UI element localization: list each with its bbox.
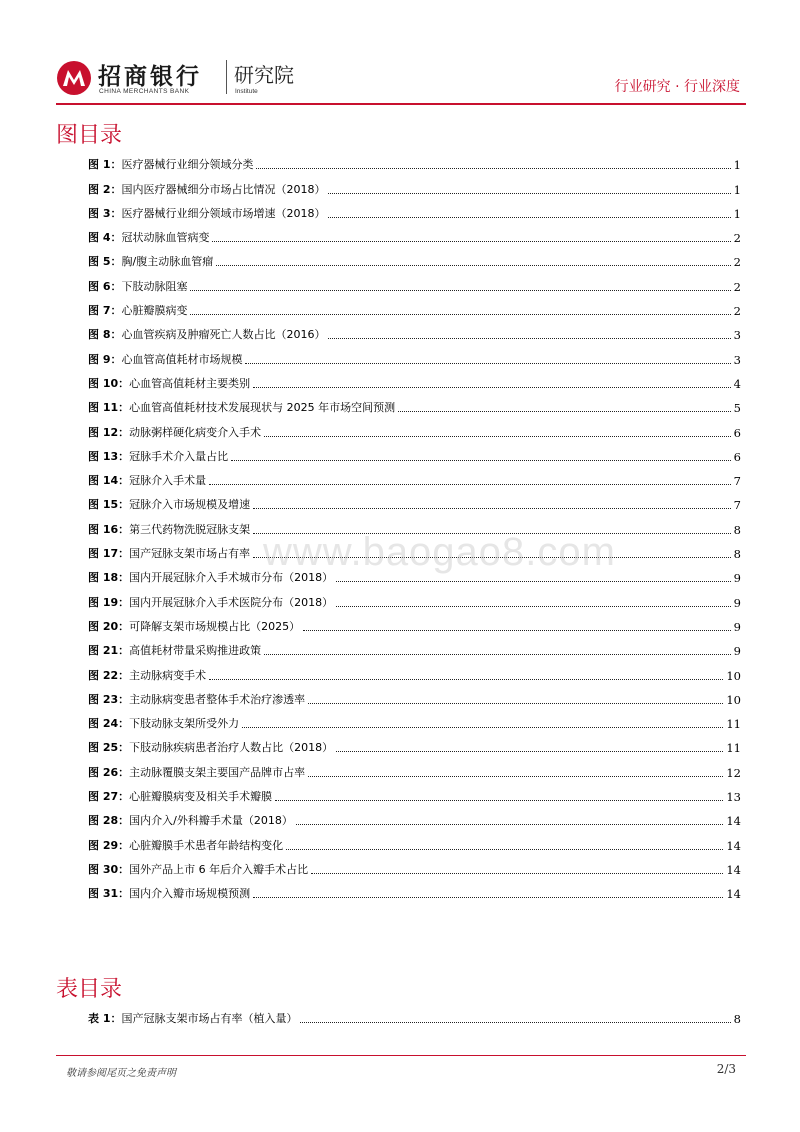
figure-toc-entry-title: 心脏瓣膜病变 <box>121 304 188 318</box>
figure-toc-entry-page: 12 <box>726 765 741 780</box>
bank-name-en: CHINA MERCHANTS BANK <box>99 88 190 95</box>
page-header <box>56 54 746 104</box>
figure-toc-entry[interactable] <box>88 707 741 731</box>
figure-toc-entry-page: 10 <box>726 668 741 683</box>
figure-toc-entry[interactable] <box>88 658 741 682</box>
table-toc-entry-page: 8 <box>733 1012 741 1027</box>
figure-toc-entry-label: 图 2： <box>88 182 122 196</box>
figure-toc-entry-page: 3 <box>733 352 741 367</box>
figure-toc-entry-page: 2 <box>733 231 741 246</box>
figure-toc-entry-page: 7 <box>733 474 741 489</box>
figure-toc-entry-label: 图 24： <box>88 717 130 731</box>
figure-toc-entry-title: 胸/腹主动脉血管瘤 <box>121 255 214 269</box>
figure-toc-entry[interactable] <box>88 221 741 245</box>
figure-toc-entry-title: 下肢动脉疾病患者治疗人数占比（2018） <box>129 741 334 755</box>
figure-toc-entry[interactable] <box>88 853 741 877</box>
figure-toc-entry[interactable] <box>88 342 741 366</box>
table-toc-entry-label: 表 1： <box>88 1012 122 1026</box>
figure-toc-entry-label: 图 20： <box>88 619 130 633</box>
figure-toc-entry-title: 下肢动脉阻塞 <box>121 279 188 293</box>
figure-toc-entry-title: 心脏瓣膜手术患者年龄结构变化 <box>129 838 284 852</box>
figure-toc-entry-page: 1 <box>733 206 741 221</box>
figure-toc-entry[interactable] <box>88 172 741 196</box>
dot-leader <box>296 823 724 825</box>
figure-toc-entry-page: 7 <box>733 498 741 513</box>
footer-rule <box>56 1055 746 1056</box>
figure-toc-entry-title: 心血管高值耗材技术发展现状与 2025 年市场空间预测 <box>129 401 396 415</box>
dot-leader <box>190 289 730 291</box>
figure-toc-entry-title: 心血管高值耗材市场规模 <box>121 352 243 366</box>
figure-toc-entry-label: 图 18： <box>88 571 130 585</box>
figure-toc-entry[interactable] <box>88 610 741 634</box>
figure-toc-entry-label: 图 6： <box>88 279 122 293</box>
dot-leader <box>328 192 730 194</box>
figure-toc-entry-title: 冠脉介入市场规模及增速 <box>129 498 251 512</box>
report-type: 行业研究 · 行业深度 <box>614 79 740 95</box>
dot-leader <box>242 726 723 728</box>
figure-toc-entry-title: 冠状动脉血管病变 <box>121 231 210 245</box>
dot-leader <box>308 702 723 704</box>
figure-toc-entry-title: 国内医疗器械细分市场占比情况（2018） <box>121 182 326 196</box>
figure-toc-entry-label: 图 15： <box>88 498 130 512</box>
figure-toc-entry-label: 图 31： <box>88 887 130 901</box>
figure-toc-entry-label: 图 30： <box>88 862 130 876</box>
figure-toc-entry-title: 医疗器械行业细分领域市场增速（2018） <box>121 206 326 220</box>
figure-toc-entry-page: 9 <box>733 644 741 659</box>
figure-toc-entry-title: 下肢动脉支架所受外力 <box>129 717 240 731</box>
dot-leader <box>398 410 731 412</box>
figure-toc-entry-label: 图 4： <box>88 231 122 245</box>
dot-leader <box>190 313 730 315</box>
figure-toc-entry[interactable] <box>88 391 741 415</box>
figure-toc-entry-title: 主动脉病变患者整体手术治疗渗透率 <box>129 692 306 706</box>
figure-toc-entry-page: 3 <box>733 328 741 343</box>
dot-leader <box>264 653 731 655</box>
figure-toc-entry[interactable] <box>88 318 741 342</box>
table-toc-entry[interactable] <box>88 1002 741 1026</box>
figure-toc-entry-page: 9 <box>733 595 741 610</box>
header-rule <box>56 103 746 105</box>
figure-toc-entry-title: 第三代药物洗脱冠脉支架 <box>129 522 251 536</box>
dot-leader <box>209 678 723 680</box>
figure-toc-entry-label: 图 7： <box>88 304 122 318</box>
figure-toc-entry[interactable] <box>88 415 741 439</box>
bank-name-cn: 招商银行 <box>98 64 202 90</box>
figure-toc-entry-title: 心脏瓣膜病变及相关手术瓣膜 <box>129 790 273 804</box>
figure-toc-entry-page: 1 <box>733 182 741 197</box>
figure-toc-entry-title: 主动脉覆膜支架主要国产品牌市占率 <box>129 765 306 779</box>
figure-toc-entry-page: 6 <box>733 425 741 440</box>
figure-toc-entry-label: 图 1： <box>88 158 122 172</box>
dot-leader <box>336 605 731 607</box>
table-toc-title: 表目录 <box>56 977 123 1002</box>
figure-toc-entry[interactable] <box>88 877 741 901</box>
figure-toc-entry[interactable] <box>88 294 741 318</box>
figure-toc-entry-title: 心血管疾病及肿瘤死亡人数占比（2016） <box>121 328 326 342</box>
figure-toc-entry-page: 9 <box>733 619 741 634</box>
dot-leader <box>308 775 723 777</box>
figure-toc-entry-page: 1 <box>733 158 741 173</box>
dot-leader <box>209 483 731 485</box>
figure-toc-entry-label: 图 10： <box>88 376 130 390</box>
dot-leader <box>328 337 730 339</box>
figure-toc-entry[interactable] <box>88 245 741 269</box>
figure-toc-entry-label: 图 17： <box>88 547 130 561</box>
dot-leader <box>245 362 730 364</box>
dot-leader <box>264 435 731 437</box>
cmb-logo-icon <box>56 60 92 96</box>
figure-toc-entry-title: 国外产品上市 6 年后介入瓣手术占比 <box>129 862 309 876</box>
figure-toc-list <box>88 148 741 901</box>
figure-toc-entry-title: 动脉粥样硬化病变介入手术 <box>129 425 262 439</box>
dot-leader <box>253 386 731 388</box>
figure-toc-entry-label: 图 19： <box>88 595 130 609</box>
figure-toc-entry[interactable] <box>88 683 741 707</box>
figure-toc-entry-page: 11 <box>726 741 741 756</box>
figure-toc-entry-page: 10 <box>726 692 741 707</box>
figure-toc-entry[interactable] <box>88 197 741 221</box>
page-number: 2/3 <box>716 1062 736 1076</box>
dot-leader <box>275 799 723 801</box>
dot-leader <box>311 872 723 874</box>
dot-leader <box>286 848 723 850</box>
figure-toc-entry-title: 国产冠脉支架市场占有率 <box>129 547 251 561</box>
figure-toc-entry-page: 14 <box>726 862 741 877</box>
figure-toc-entry-label: 图 22： <box>88 668 130 682</box>
figure-toc-entry-page: 11 <box>726 717 741 732</box>
header-divider <box>226 60 227 94</box>
figure-toc-entry-title: 可降解支架市场规模占比（2025） <box>129 619 301 633</box>
figure-toc-entry-page: 2 <box>733 304 741 319</box>
figure-toc-entry-title: 冠脉介入手术量 <box>129 474 207 488</box>
figure-toc-entry[interactable] <box>88 440 741 464</box>
figure-toc-entry-title: 国内介入瓣市场规模预测 <box>129 887 251 901</box>
figure-toc-entry-label: 图 3： <box>88 206 122 220</box>
institute-name-cn: 研究院 <box>234 63 294 87</box>
figure-toc-entry-title: 冠脉手术介入量占比 <box>129 449 229 463</box>
watermark: www.baogao8.com <box>263 530 616 574</box>
figure-toc-entry-page: 14 <box>726 887 741 902</box>
figure-toc-entry-page: 8 <box>733 522 741 537</box>
figure-toc-entry[interactable] <box>88 148 741 172</box>
dot-leader <box>300 1021 730 1023</box>
institute-name-en: Institute <box>235 88 258 95</box>
figure-toc-entry-label: 图 27： <box>88 790 130 804</box>
figure-toc-entry-page: 14 <box>726 814 741 829</box>
figure-toc-entry[interactable] <box>88 804 741 828</box>
dot-leader <box>303 629 731 631</box>
figure-toc-entry-title: 高值耗材带量采购推进政策 <box>129 644 262 658</box>
dot-leader <box>328 216 730 218</box>
figure-toc-entry-page: 4 <box>733 376 741 391</box>
figure-toc-entry-title: 国内开展冠脉介入手术城市分布（2018） <box>129 571 334 585</box>
figure-toc-entry-label: 图 12： <box>88 425 130 439</box>
figure-toc-entry[interactable] <box>88 634 741 658</box>
dot-leader <box>256 167 730 169</box>
figure-toc-entry[interactable] <box>88 464 741 488</box>
figure-toc-entry[interactable] <box>88 731 741 755</box>
figure-toc-entry-label: 图 8： <box>88 328 122 342</box>
figure-toc-entry-page: 13 <box>726 790 741 805</box>
figure-toc-entry-label: 图 26： <box>88 765 130 779</box>
dot-leader <box>253 896 723 898</box>
figure-toc-entry[interactable] <box>88 828 741 852</box>
figure-toc-entry-title: 心血管高值耗材主要类别 <box>129 376 251 390</box>
dot-leader <box>336 580 731 582</box>
dot-leader <box>253 507 731 509</box>
figure-toc-entry-title: 国内开展冠脉介入手术医院分布（2018） <box>129 595 334 609</box>
figure-toc-entry[interactable] <box>88 488 741 512</box>
table-toc-list <box>88 1002 741 1026</box>
figure-toc-entry-label: 图 28： <box>88 814 130 828</box>
dot-leader <box>231 459 731 461</box>
figure-toc-entry-page: 14 <box>726 838 741 853</box>
figure-toc-entry-label: 图 9： <box>88 352 122 366</box>
figure-toc-entry-label: 图 29： <box>88 838 130 852</box>
figure-toc-entry-page: 2 <box>733 279 741 294</box>
figure-toc-entry-title: 国内介入/外科瓣手术量（2018） <box>129 814 293 828</box>
dot-leader <box>216 264 730 266</box>
table-toc-entry-title: 国产冠脉支架市场占有率（植入量） <box>121 1012 298 1026</box>
dot-leader <box>336 750 723 752</box>
figure-toc-entry[interactable] <box>88 269 741 293</box>
figure-toc-entry-label: 图 16： <box>88 522 130 536</box>
figure-toc-entry-title: 医疗器械行业细分领域分类 <box>121 158 254 172</box>
figure-toc-entry[interactable] <box>88 755 741 779</box>
figure-toc-entry-label: 图 14： <box>88 474 130 488</box>
figure-toc-entry-page: 2 <box>733 255 741 270</box>
figure-toc-entry-label: 图 5： <box>88 255 122 269</box>
figure-toc-entry-page: 6 <box>733 449 741 464</box>
figure-toc-entry-title: 主动脉病变手术 <box>129 668 207 682</box>
figure-toc-entry-page: 8 <box>733 547 741 562</box>
figure-toc-title: 图目录 <box>56 123 123 148</box>
figure-toc-entry[interactable] <box>88 780 741 804</box>
figure-toc-entry-label: 图 13： <box>88 449 130 463</box>
figure-toc-entry-label: 图 11： <box>88 401 130 415</box>
figure-toc-entry-page: 5 <box>733 401 741 416</box>
figure-toc-entry-label: 图 21： <box>88 644 130 658</box>
dot-leader <box>212 240 730 242</box>
figure-toc-entry[interactable] <box>88 585 741 609</box>
figure-toc-entry-page: 9 <box>733 571 741 586</box>
figure-toc-entry[interactable] <box>88 367 741 391</box>
figure-toc-entry-label: 图 25： <box>88 741 130 755</box>
figure-toc-entry-label: 图 23： <box>88 692 130 706</box>
footer-disclaimer: 敬请参阅尾页之免责声明 <box>66 1068 176 1079</box>
